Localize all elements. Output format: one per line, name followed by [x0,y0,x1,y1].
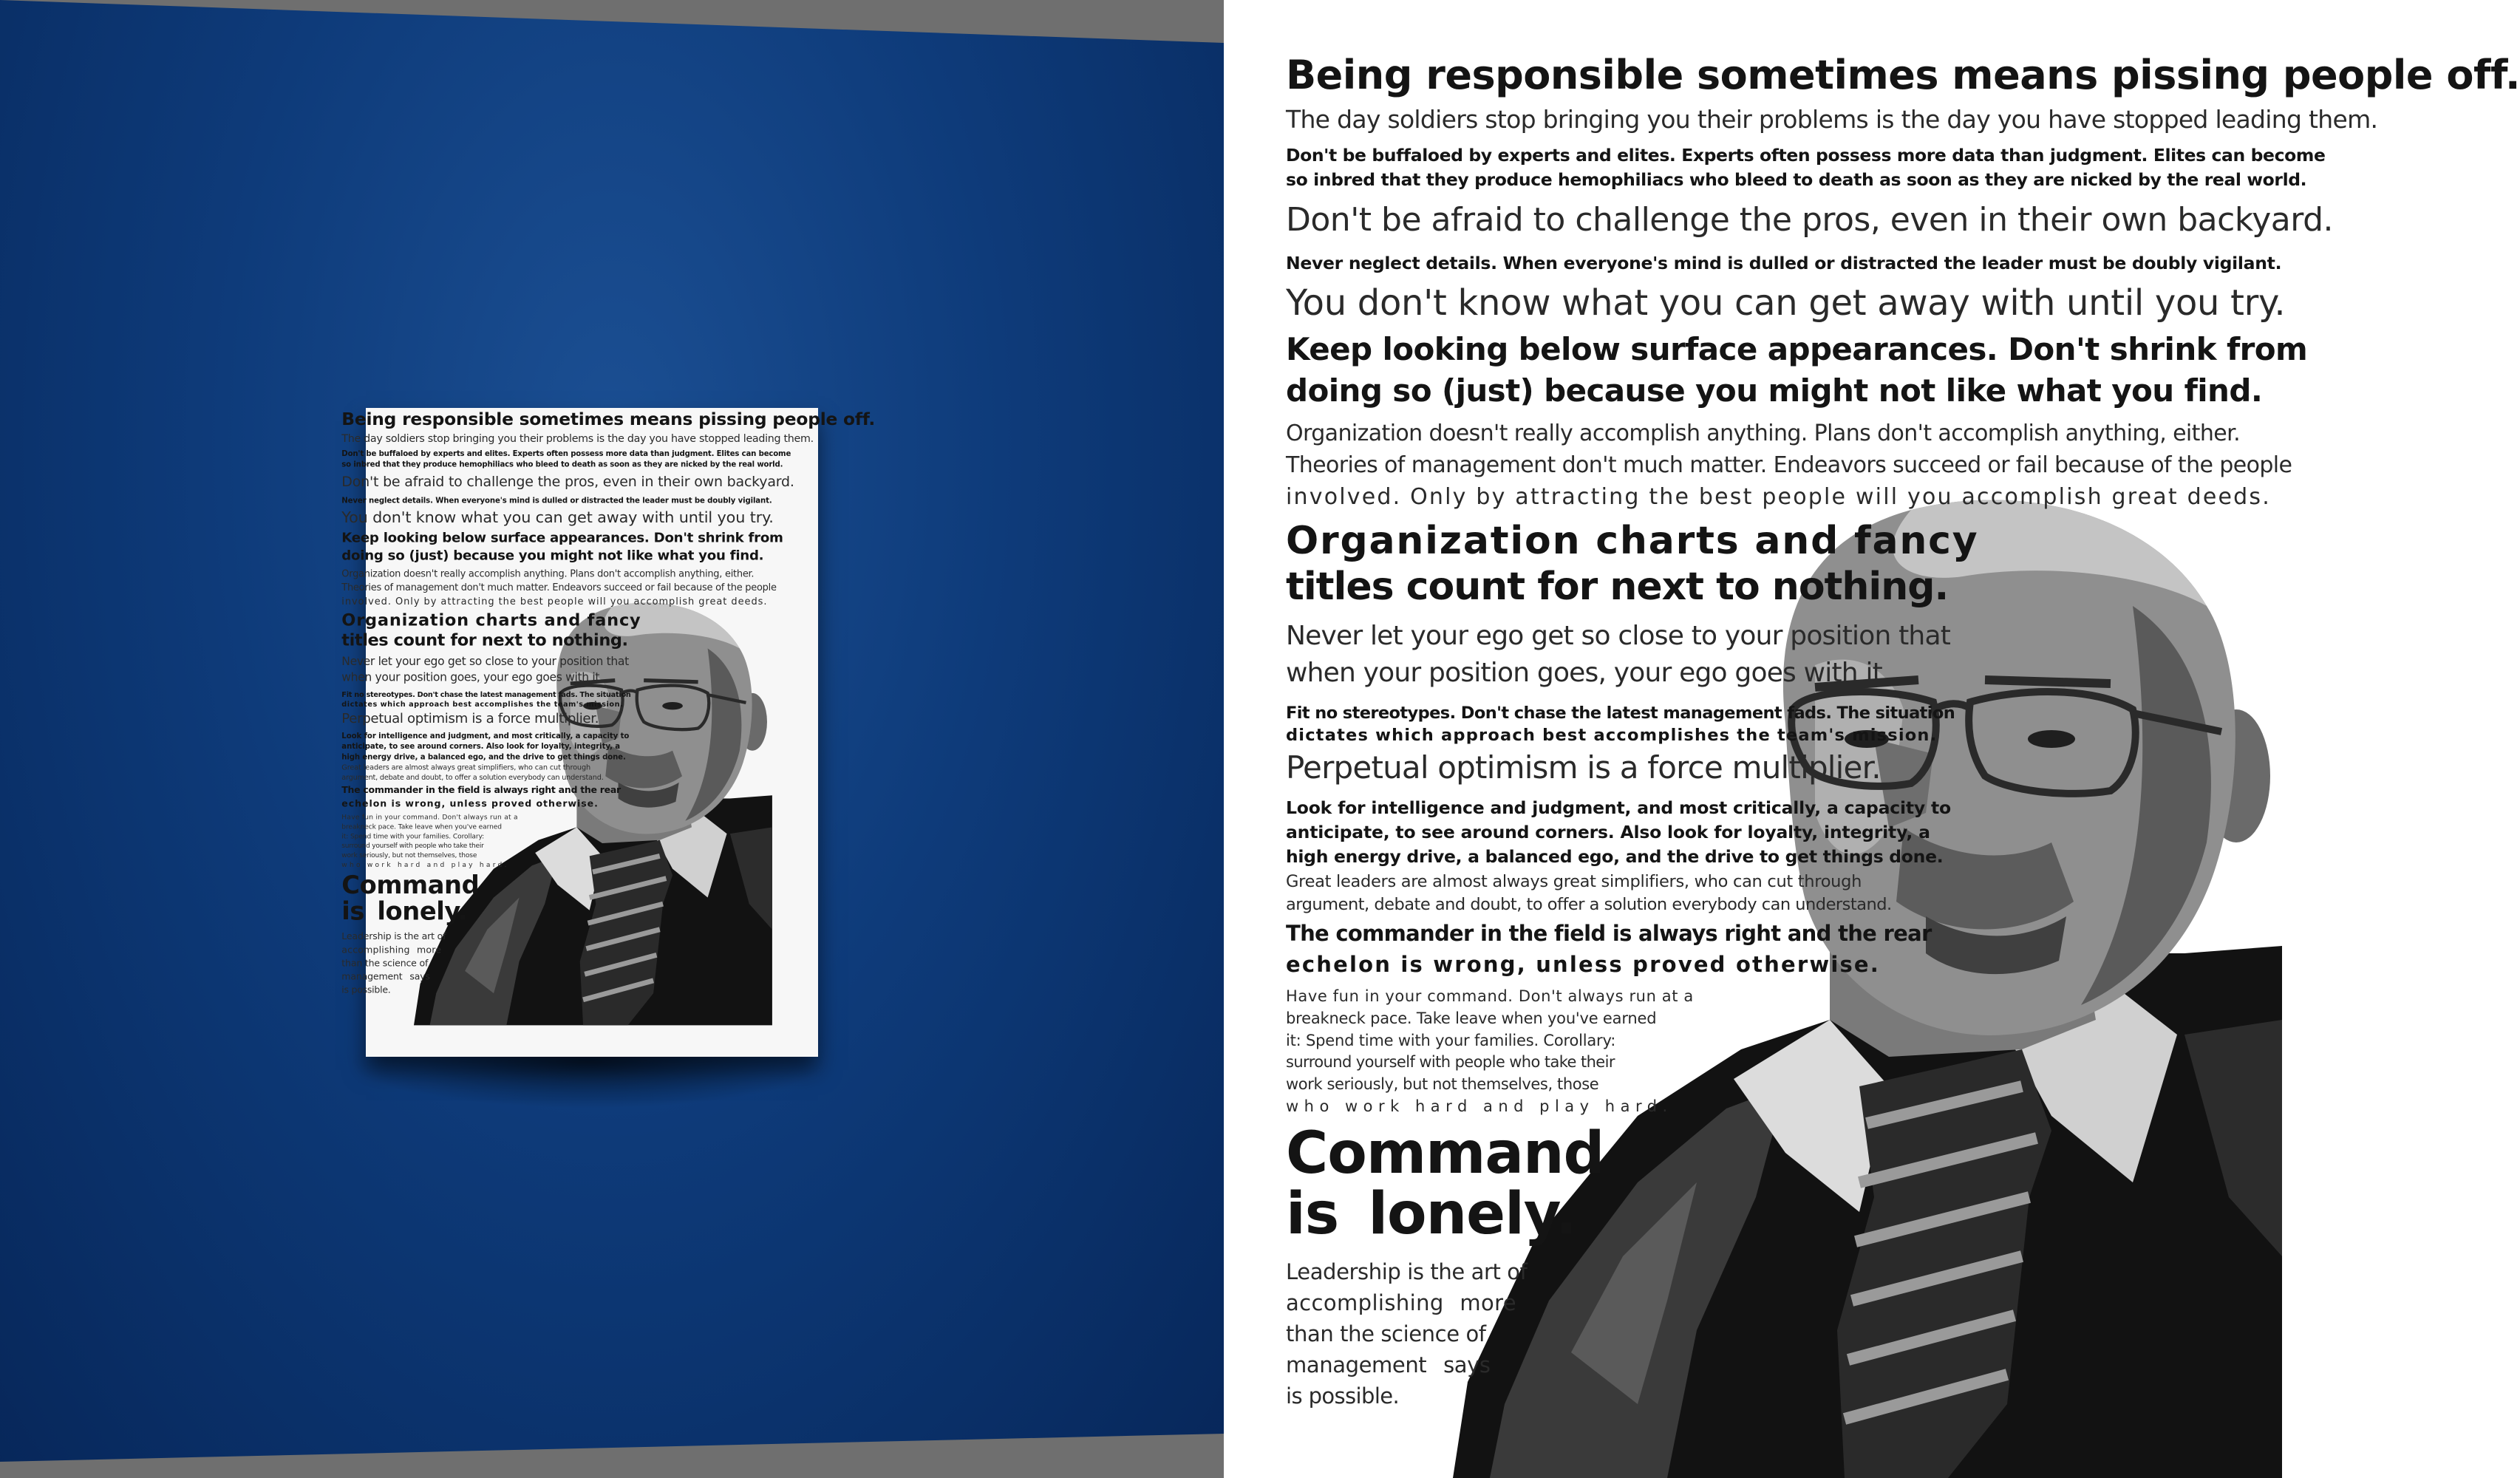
quote-fun-line1: Have fun in your command. Don't always run at a [1286,987,1694,1005]
mockup-quote-commander-line2: echelon is wrong, unless proved otherwise. [341,797,599,809]
mockup-quote-details: Never neglect details. When everyone's mind is dulled or distracted the leader must be doubly vigilant. [341,495,772,505]
quote-surface-line1: Keep looking below surface appearances. Don't shrink from [1286,331,2308,367]
quote-optimism: Perpetual optimism is a force multiplier. [1286,749,1881,786]
quote-leadership-line5: is possible. [1286,1383,1400,1409]
mockup-quote-fun-line3: it: Spend time with your families. Corollary: [341,832,485,840]
quote-organization-line3: involved. Only by attracting the best people will you accomplish great deeds. [1286,484,2271,510]
wall-mockup-panel [0,0,1224,1478]
quote-fun-line2: breakneck pace. Take leave when you've earned [1286,1009,1657,1027]
quote-intelligence-line2: anticipate, to see around corners. Also look for loyalty, integrity, a [1286,822,1930,842]
quote-details: Never neglect details. When everyone's mind is dulled or distracted the leader must be doubly vigilant. [1286,253,2282,273]
quote-experts-line1: Don't be buffaloed by experts and elites. Experts often possess more data than judgment. Elites can become [1286,145,2326,166]
quote-ego-line1: Never let your ego get so close to your position that [1286,621,1951,651]
quote-command-line2: is lonely. [1286,1181,1577,1247]
mockup-quote-fun-line5: work seriously, but not themselves, those [341,851,477,859]
quote-fun-line3: it: Spend time with your families. Corollary: [1286,1032,1616,1049]
quote-organization-line2: Theories of management don't much matter. Endeavors succeed or fail because of the people [1286,452,2292,478]
quote-fun-line6: who work hard and play hard. [1286,1097,1673,1115]
quote-commander-line2: echelon is wrong, unless proved otherwise. [1286,952,1881,977]
mockup-quote-simplifiers-line1: Great leaders are almost always great simplifiers, who can cut through [341,763,591,772]
mockup-quote-commander-line1: The commander in the field is always right and the rear [341,784,621,796]
mockup-quote-surface-line1: Keep looking below surface appearances. Don't shrink from [341,529,783,545]
mockup-quote-fun-line2: breakneck pace. Take leave when you've earned [341,823,502,831]
mockup-quote-command-line2: is lonely. [341,896,468,926]
mockup-quote-org-charts-line1: Organization charts and fancy [341,610,641,630]
mockup-quote-organization-line3: involved. Only by attracting the best people will you accomplish great deeds. [341,596,768,607]
mockup-quote-get-away: You don't know what you can get away with until you try. [341,508,774,527]
mockup-quote-leadership-line5: is possible. [341,984,391,995]
poster-body [1224,0,2520,1478]
mockup-quote-intelligence-line1: Look for intelligence and judgment, and most critically, a capacity to [341,731,630,740]
poster [1224,0,2520,1478]
quote-commander-line1: The commander in the field is always right and the rear [1286,921,1932,946]
mockup-quote-surface-line2: doing so (just) because you might not like what you find. [341,547,764,564]
quote-command-line1: Command [1286,1120,1604,1187]
mockup-quote-fun-line6: who work hard and play hard. [341,860,509,869]
quote-experts-line2: so inbred that they produce hemophiliacs who bleed to death as soon as they are nicked by the real world. [1286,169,2307,190]
quote-leadership-line3: than the science of [1286,1321,1486,1346]
mockup-quote-intelligence-line3: high energy drive, a balanced ego, and the drive to get things done. [341,752,626,761]
quote-stereotypes-line2: dictates which approach best accomplishes the team's mission. [1286,726,1938,745]
quote-leadership-line4: management says [1286,1352,1491,1377]
mockup-poster-body [315,386,876,1025]
quote-org-charts-line2: titles count for next to nothing. [1286,565,1949,609]
quote-simplifiers-line1: Great leaders are almost always great simplifiers, who can cut through [1286,872,1862,891]
quote-ego-line2: when your position goes, your ego goes with it. [1286,658,1890,688]
quote-org-charts-line1: Organization charts and fancy [1286,519,1979,563]
mockup-quote-fun-line1: Have fun in your command. Don't always run at a [341,813,518,821]
mockup-poster-content [315,386,876,1025]
mockup-quote-ego-line1: Never let your ego get so close to your position that [341,655,629,668]
mockup-quote-command-line1: Command [341,871,480,900]
quote-stereotypes-line1: Fit no stereotypes. Don't chase the latest management fads. The situation [1286,704,1955,723]
mockup-quote-leadership-line4: management says [341,970,430,982]
quote-fun-line5: work seriously, but not themselves, those [1286,1075,1599,1093]
quote-get-away: You don't know what you can get away with until you try. [1286,282,2286,324]
mockup-quote-stereotypes-line1: Fit no stereotypes. Don't chase the latest management fads. The situation [341,690,631,699]
quote-intelligence-line1: Look for intelligence and judgment, and most critically, a capacity to [1286,797,1951,818]
mockup-quote-intelligence-line2: anticipate, to see around corners. Also look for loyalty, integrity, a [341,741,621,751]
quote-surface-line2: doing so (just) because you might not like what you find. [1286,372,2263,409]
quote-challenge-pros: Don't be afraid to challenge the pros, even in their own backyard. [1286,201,2333,239]
mockup-quote-challenge-pros: Don't be afraid to challenge the pros, even in their own backyard. [341,473,794,490]
mockup-quote-experts-line1: Don't be buffaloed by experts and elites. Experts often possess more data than judgment. Elites can become [341,449,791,458]
mockup-quote-org-charts-line2: titles count for next to nothing. [341,630,628,650]
mockup-quote-ego-line2: when your position goes, your ego goes with it. [341,670,603,684]
mockup-quote-fun-line4: surround yourself with people who take their [341,841,484,850]
mockup-quote-organization-line1: Organization doesn't really accomplish anything. Plans don't accomplish anything, either. [341,568,755,580]
quote-responsible: Being responsible sometimes means pissing people off. [1286,52,2520,98]
mockup-quote-organization-line2: Theories of management don't much matter. Endeavors succeed or fail because of the people [341,582,777,593]
mockup-quote-leadership-line1: Leadership is the art of [341,930,446,942]
mockup-quote-soldiers: The day soldiers stop bringing you their problems is the day you have stopped leading them. [341,432,814,445]
mockup-quote-simplifiers-line2: argument, debate and doubt, to offer a solution everybody can understand. [341,773,604,782]
mockup-quote-optimism: Perpetual optimism is a force multiplier. [341,710,599,726]
quote-intelligence-line3: high energy drive, a balanced ego, and the drive to get things done. [1286,846,1944,867]
quote-fun-line4: surround yourself with people who take their [1286,1053,1615,1071]
quote-leadership-line1: Leadership is the art of [1286,1259,1528,1284]
mockup-quote-responsible: Being responsible sometimes means pissing people off. [341,409,876,429]
mockup-quote-leadership-line2: accomplishing more [341,944,442,956]
mockup-poster [341,408,876,1057]
quote-soldiers: The day soldiers stop bringing you their problems is the day you have stopped leading them. [1286,105,2378,134]
mockup-quote-stereotypes-line2: dictates which approach best accomplishes the team's mission. [341,700,624,709]
quote-simplifiers-line2: argument, debate and doubt, to offer a solution everybody can understand. [1286,895,1892,914]
quote-leadership-line2: accomplishing more [1286,1290,1517,1315]
mockup-quote-experts-line2: so inbred that they produce hemophiliacs who bleed to death as soon as they are nicked by the real world. [341,459,783,469]
mockup-quote-leadership-line3: than the science of [341,957,429,969]
quote-organization-line1: Organization doesn't really accomplish anything. Plans don't accomplish anything, either. [1286,420,2241,446]
